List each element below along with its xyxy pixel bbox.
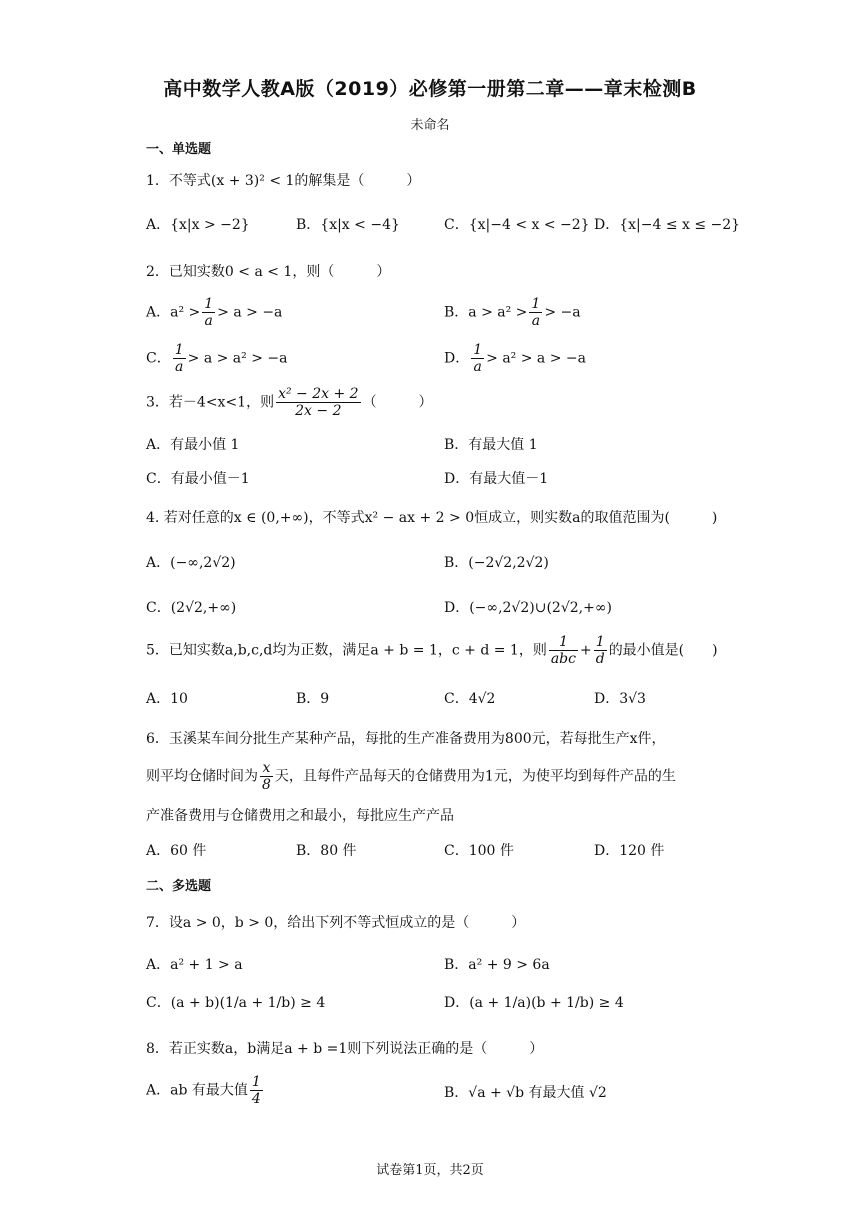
question-6-option-c: C．100 件 xyxy=(444,843,514,859)
author-label: 未命名 xyxy=(410,118,450,133)
question-7-option-b: B．a² + 9 > 6a xyxy=(444,957,550,973)
question-3-option-d: D．有最大值－1 xyxy=(444,471,549,487)
question-6-option-b: B．80 件 xyxy=(296,843,357,859)
question-7-stem: 7．设a > 0，b > 0，给出下列不等式恒成立的是（ ） xyxy=(146,915,526,931)
question-1-option-a: A．{x|x > −2} xyxy=(146,217,250,233)
question-5-stem: 5．已知实数a,b,c,d均为正数，满足a + b = 1，c + d = 1，则 $\frac{1}{\text{abc}}$ + $\frac{1}{d}$ 的最小值是( ) xyxy=(146,634,718,667)
question-3-option-b: B．有最大值 1 xyxy=(444,437,538,453)
question-5-option-b: B．9 xyxy=(296,691,330,707)
question-7-option-d: D．(a + 1/a)(b + 1/b) ≥ 4 xyxy=(444,995,624,1011)
question-1-stem: 1．不等式(x + 3)² < 1的解集是（ ） xyxy=(146,173,421,189)
question-4-stem: 4. 若对任意的x ∈ (0,+∞)，不等式x² − ax + 2 > 0恒成立，则实数a的取值范围为( ) xyxy=(146,510,718,526)
question-1-option-c: C．{x|−4 < x < −2} xyxy=(444,217,590,233)
page-footer: 试卷第1页，共2页 xyxy=(376,1163,484,1178)
section-heading-multiple-choice: 二、多选题 xyxy=(146,879,212,894)
question-2-stem: 2．已知实数0 < a < 1，则（ ） xyxy=(146,264,391,280)
question-5-option-a: A．10 xyxy=(146,691,188,707)
section-heading-single-choice: 一、单选题 xyxy=(146,142,212,157)
question-1-option-d: D．{x|−4 ≤ x ≤ −2} xyxy=(594,217,741,233)
question-8-stem: 8．若正实数a，b满足a + b =1则下列说法正确的是（ ） xyxy=(146,1041,544,1057)
question-3-option-c: C．有最小值－1 xyxy=(146,471,250,487)
question-4-option-a: A．(−∞,2√2) xyxy=(146,555,236,571)
question-2-option-c: C． $\frac{1}{a}$ > a > a² > −a xyxy=(146,342,288,375)
question-2-option-d: D． $\frac{1}{a}$ > a² > a > −a xyxy=(444,342,586,375)
question-6-line-3: 产准备费用与仓储费用之和最小，每批应生产产品 xyxy=(146,808,454,824)
question-8-option-a: A．ab 有最大值 $\frac{1}{4}$ xyxy=(146,1074,261,1107)
question-1-option-b: B．{x|x < −4} xyxy=(296,217,400,233)
question-2-option-b: B．a > a² > $\frac{1}{a}$ > −a xyxy=(444,296,581,329)
question-7-option-a: A．a² + 1 > a xyxy=(146,957,243,973)
question-4-option-c: C．(2√2,+∞) xyxy=(146,600,237,616)
question-4-option-b: B．(−2√2,2√2) xyxy=(444,555,549,571)
question-6-option-a: A．60 件 xyxy=(146,843,207,859)
page-title: 高中数学人教A版（2019）必修第一册第二章——章末检测B xyxy=(163,78,697,100)
question-8-option-b: B．√a + √b 有最大值 √2 xyxy=(444,1085,607,1101)
question-6-line-2: 则平均仓储时间为 $\frac{x}{8}$ 天，且每件产品每天的仓储费用为1元，为使平均到每件产品的生 xyxy=(146,760,676,793)
question-6-line-1: 6．玉溪某车间分批生产某种产品，每批的生产准备费用为800元，若每批生产x件， xyxy=(146,731,666,747)
question-7-option-c: C．(a + b)(1/a + 1/b) ≥ 4 xyxy=(146,995,326,1011)
question-5-option-d: D．3√3 xyxy=(594,691,646,707)
question-4-option-d: D．(−∞,2√2)∪(2√2,+∞) xyxy=(444,600,612,616)
question-3-option-a: A．有最小值 1 xyxy=(146,437,240,453)
question-6-option-d: D．120 件 xyxy=(594,843,665,859)
question-2-option-a: A．a² > $\frac{1}{a}$ > a > −a xyxy=(146,296,283,329)
question-3-stem: 3．若－4<x<1，则 $\frac{\text{x² − 2x + 2}}{2x - 2}$ （ ） xyxy=(146,386,433,419)
question-5-option-c: C．4√2 xyxy=(444,691,496,707)
